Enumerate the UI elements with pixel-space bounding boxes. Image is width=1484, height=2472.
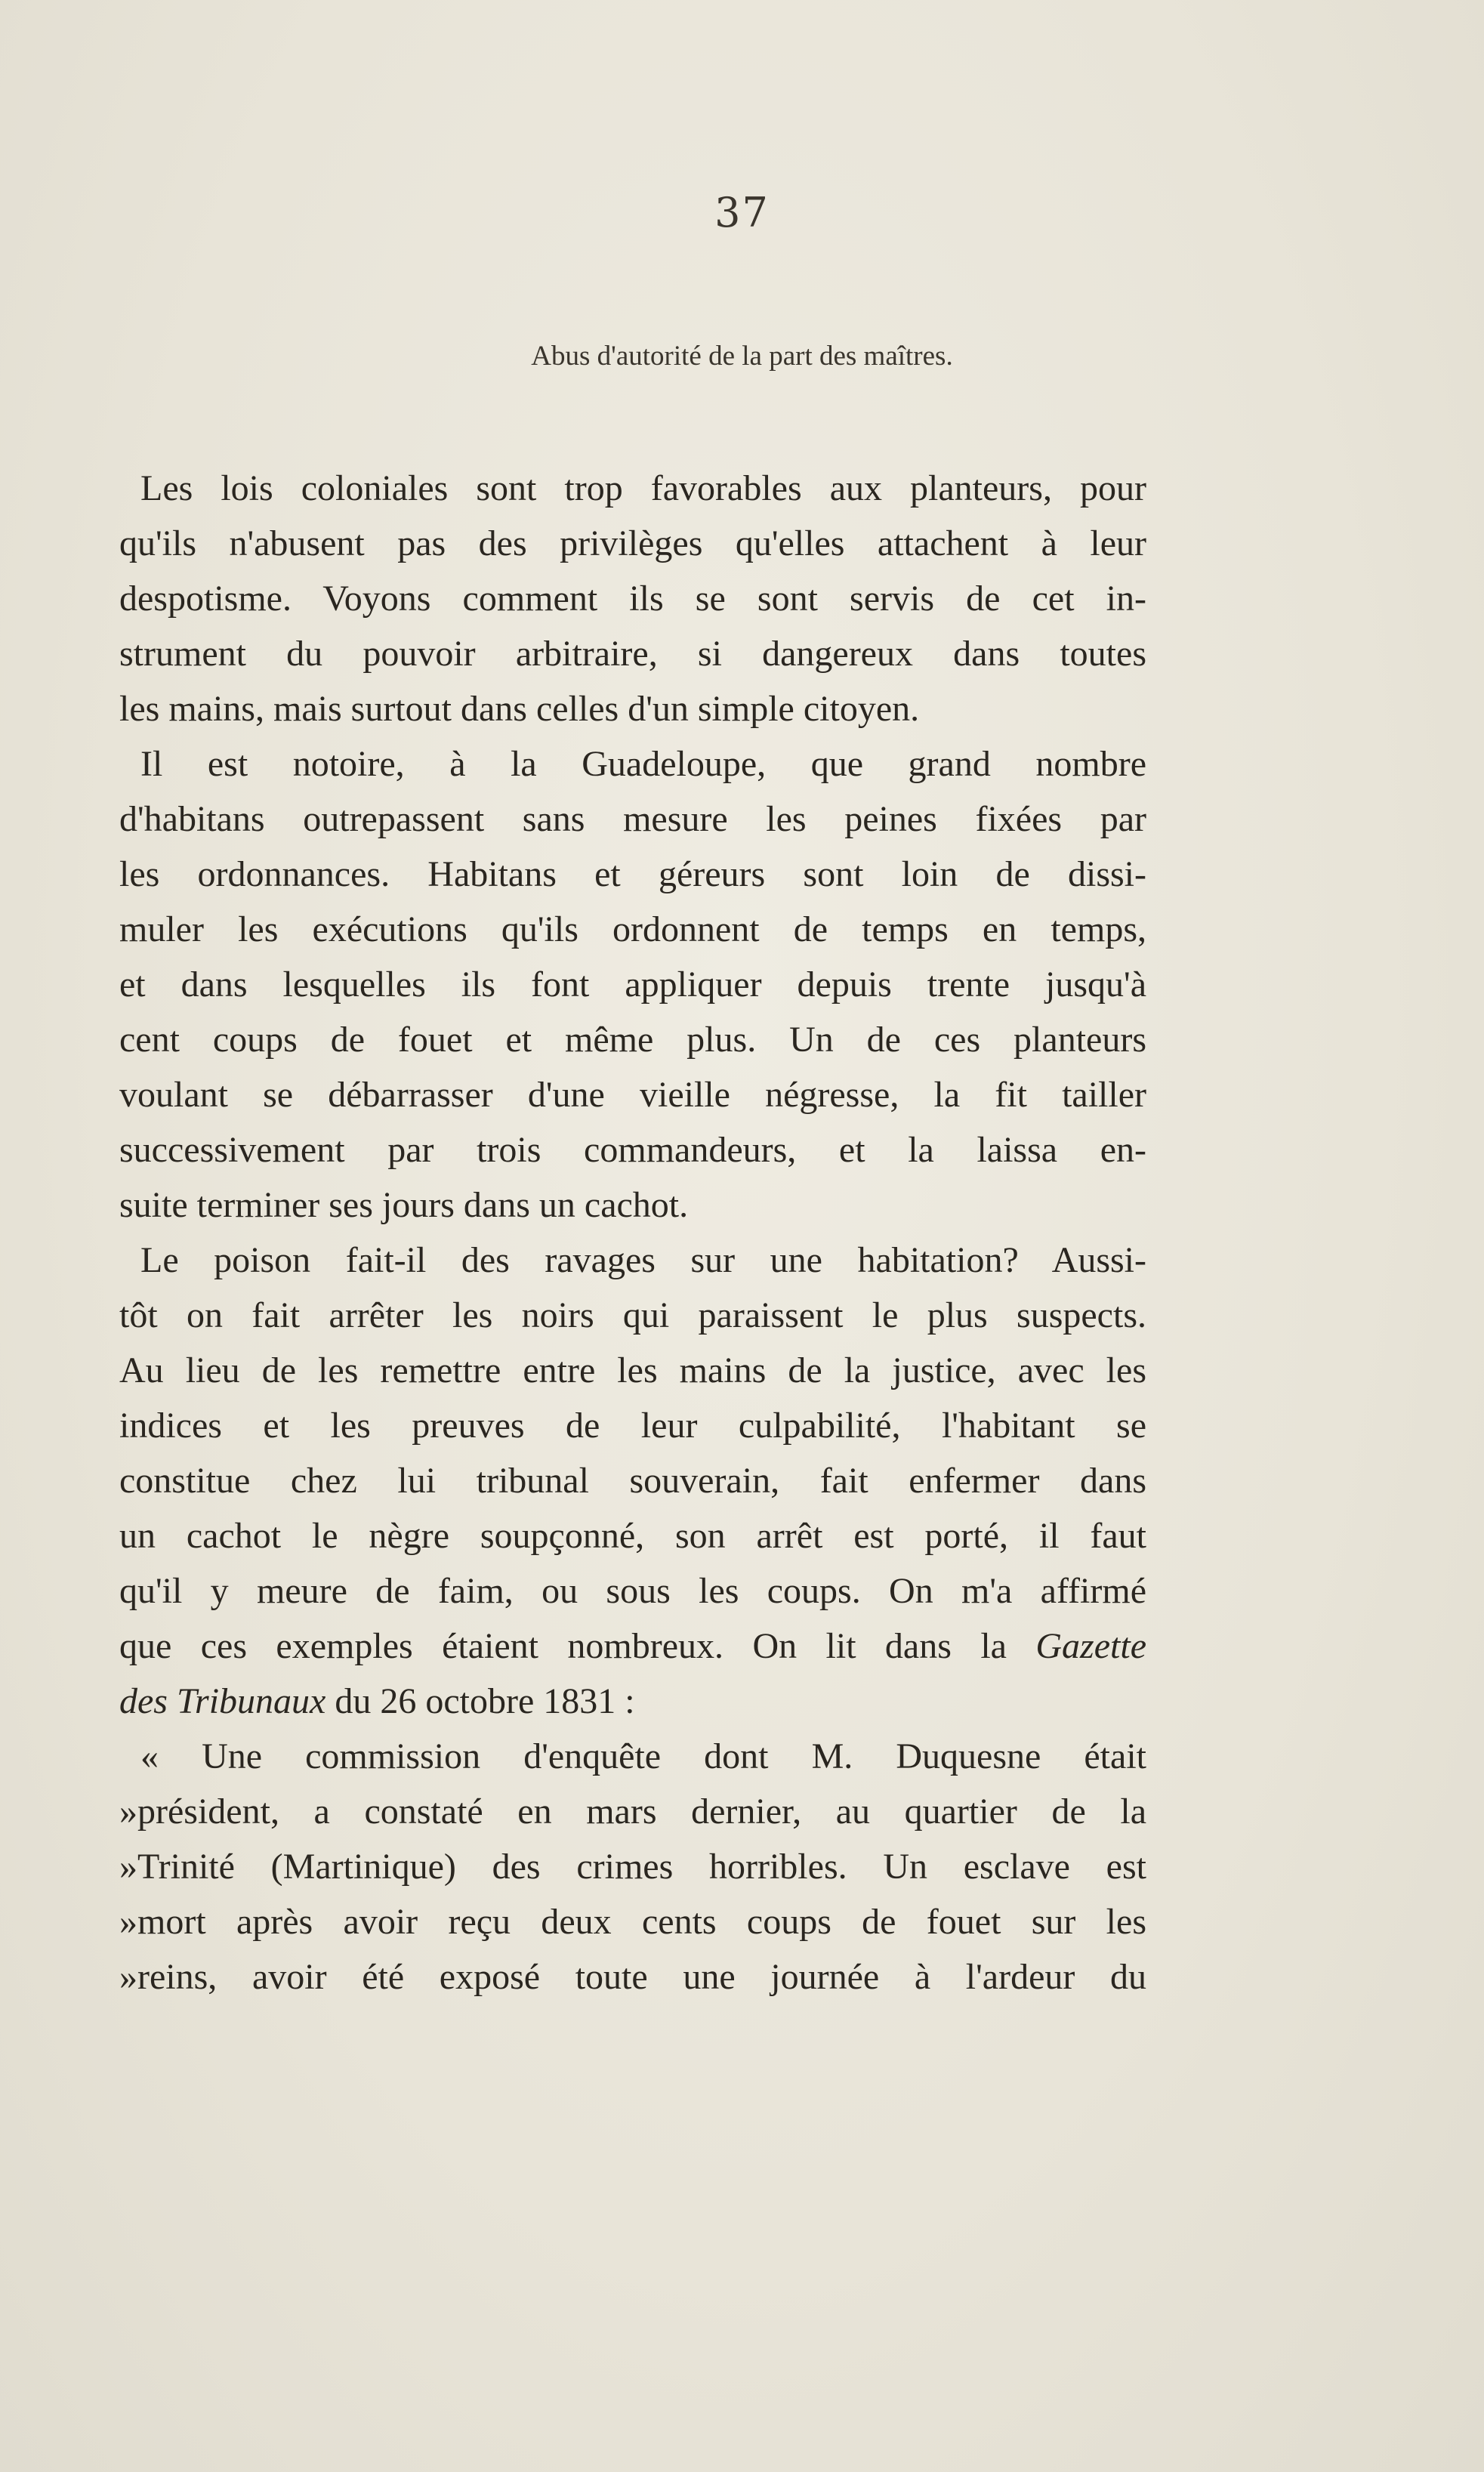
page-number: 37 [714, 189, 770, 236]
text-line: »reins, avoir été exposé toute une journée à l'ardeur du [119, 1957, 1146, 1997]
text-line: »Trinité (Martinique) des crimes horribles. Un esclave est [119, 1847, 1146, 1887]
text-line: qu'ils n'abusent pas des privilèges qu'elles attachent à leur [119, 523, 1146, 563]
text-line: indices et les preuves de leur culpabilité, l'habitant se [119, 1406, 1146, 1446]
text-line: successivement par trois commandeurs, et la laissa en- [119, 1130, 1146, 1170]
text-segment: que ces exemples étaient nombreux. On lit dans la [119, 1626, 1007, 1666]
text-line: voulant se débarrasser d'une vieille négresse, la fit tailler [119, 1075, 1146, 1115]
text-line: qu'il y meure de faim, ou sous les coups. On m'a affirmé [119, 1571, 1146, 1611]
text-line: »mort après avoir reçu deux cents coups de fouet sur les [119, 1902, 1146, 1942]
body-text [119, 461, 1146, 2004]
text-line: cent coups de fouet et même plus. Un de ces planteurs [119, 1020, 1146, 1060]
text-line: « Une commission d'enquête dont M. Duquesne était [140, 1736, 1146, 1776]
text-line [119, 1674, 1146, 1729]
text-line: et dans lesquelles ils font appliquer depuis trente jusqu'à [119, 964, 1146, 1005]
text-line: muler les exécutions qu'ils ordonnent de temps en temps, [119, 909, 1146, 949]
text-line [119, 1619, 1146, 1674]
text-line: despotisme. Voyons comment ils se sont servis de cet in- [119, 579, 1146, 619]
text-segment: du 26 octobre 1831 : [335, 1681, 635, 1721]
text-line: Au lieu de les remettre entre les mains de la justice, avec les [119, 1350, 1146, 1390]
text-line: strument du pouvoir arbitraire, si dangereux dans toutes [119, 634, 1146, 674]
text-line: tôt on fait arrêter les noirs qui paraissent le plus suspects. [119, 1295, 1146, 1335]
text-line: d'habitans outrepassent sans mesure les peines fixées par [119, 799, 1146, 839]
text-line: Le poison fait-il des ravages sur une habitation? Aussi- [140, 1240, 1146, 1280]
italic-title: Gazette [1035, 1626, 1147, 1666]
text-line: suite terminer ses jours dans un cachot. [119, 1185, 689, 1225]
italic-title: des Tribunaux [119, 1681, 326, 1721]
text-line: constitue chez lui tribunal souverain, fait enfermer dans [119, 1461, 1146, 1501]
text-line: les ordonnances. Habitans et géreurs sont loin de dissi- [119, 854, 1146, 894]
text-line: les mains, mais surtout dans celles d'un simple citoyen. [119, 689, 920, 729]
text-line: Il est notoire, à la Guadeloupe, que grand nombre [140, 744, 1146, 784]
section-heading: Abus d'autorité de la part des maîtres. [531, 341, 953, 372]
text-line: »président, a constaté en mars dernier, au quartier de la [119, 1792, 1146, 1832]
text-line: un cachot le nègre soupçonné, son arrêt est porté, il faut [119, 1516, 1146, 1556]
text-line: Les lois coloniales sont trop favorables aux planteurs, pour [140, 468, 1146, 508]
